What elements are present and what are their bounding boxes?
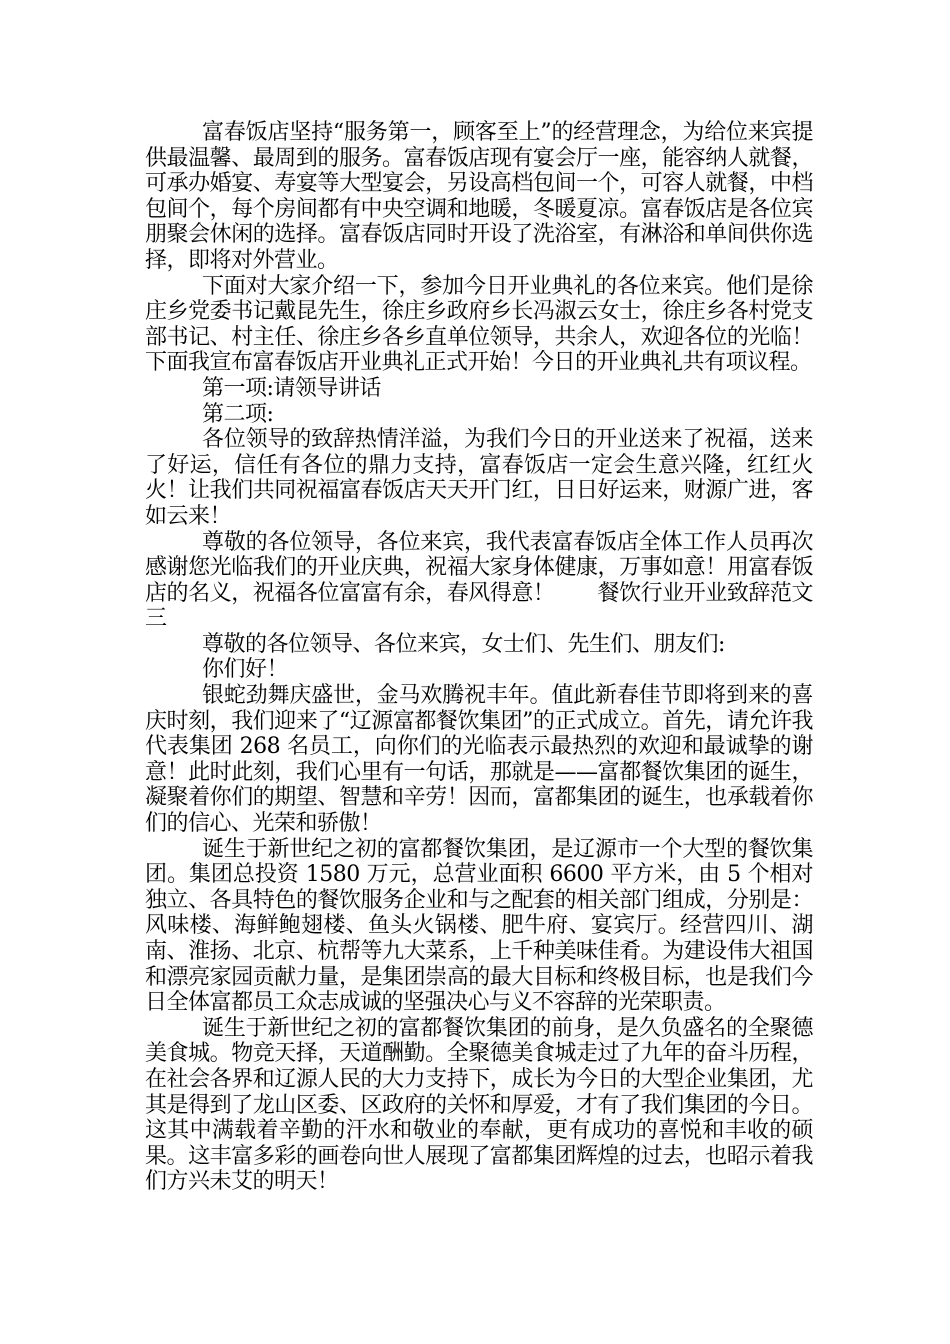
document-body — [145, 120, 813, 1195]
paragraph-7: 尊敬的各位领导、各位来宾，女士们、先生们、朋友们: — [202, 631, 725, 657]
paragraph-10: 诞生于新世纪之初的富都餐饮集团，是辽源市一个大型的餐饮集团。集团总投资 1580 万元，总营业面积 6600 平方米，由 5 个相对独立、各具特色的餐饮服务企业和与之配套的相关部门组成，分别是：风味楼、海鲜鲍翅楼、鱼头火锅楼、肥牛府、宴宾厅。经营四川、湖南、淮扬、北京、杭帮等九大菜系，上千种美味佳肴。为建设伟大祖国和漂亮家园贡献力量，是集团崇高的最大目标和终极目标，也是我们今日全体富都员工众志成诚的坚强决心与义不容辞的光荣职责。 — [145, 836, 813, 1016]
paragraph-5: 各位领导的致辞热情洋溢，为我们今日的开业送来了祝福，送来了好运，信任有各位的鼎力支持，富春饭店一定会生意兴隆，红红火火！让我们共同祝福富春饭店天天开门红，日日好运来，财源广进，客如云来！ — [145, 427, 813, 529]
paragraph-4: 第二项: — [202, 401, 274, 427]
paragraph-9: 银蛇劲舞庆盛世，金马欢腾祝丰年。值此新春佳节即将到来的喜庆时刻，我们迎来了“辽源富都餐饮集团”的正式成立。首先，请允许我代表集团 268 名员工，向你们的光临表示最热烈的欢迎和最诚挚的谢意！此时此刻，我们心里有一句话，那就是——富都餐饮集团的诞生，凝聚着你们的期望、智慧和辛劳！因而，富都集团的诞生，也承载着你们的信心、光荣和骄傲！ — [145, 683, 813, 837]
paragraph-3: 第一项:请领导讲话 — [202, 375, 381, 401]
paragraph-6: 尊敬的各位领导，各位来宾，我代表富春饭店全体工作人员再次感谢您光临我们的开业庆典，祝福大家身体健康，万事如意！用富春饭店的名义，祝福各位富富有余，春风得意！ 餐饮行业开业致辞范文三 — [145, 529, 813, 632]
paragraph-8: 你们好！ — [202, 657, 289, 683]
paragraph-11: 诞生于新世纪之初的富都餐饮集团的前身，是久负盛名的全聚德美食城。物竞天择，天道酬勤。全聚德美食城走过了九年的奋斗历程，在社会各界和辽源人民的大力支持下，成长为今日的大型企业集团，尤其是得到了龙山区委、区政府的关怀和厚爱，才有了我们集团的今日。这其中满载着辛勤的汗水和敬业的奉献，更有成功的喜悦和丰收的硕果。这丰富多彩的画卷向世人展现了富都集团辉煌的过去，也昭示着我们方兴未艾的明天！ — [145, 1015, 813, 1195]
paragraph-2: 下面对大家介绍一下，参加今日开业典礼的各位来宾。他们是徐庄乡党委书记戴昆先生，徐庄乡政府乡长冯淑云女士，徐庄乡各村党支部书记、村主任、徐庄乡各乡直单位领导，共余人，欢迎各位的光临！下面我宣布富春饭店开业典礼正式开始！今日的开业典礼共有项议程。 — [145, 273, 813, 376]
paragraph-1: 富春饭店坚持“服务第一，顾客至上”的经营理念，为给位来宾提供最温馨、最周到的服务。富春饭店现有宴会厅一座，能容纳人就餐，可承办婚宴、寿宴等大型宴会，另设高档包间一个，可容人就餐，中档包间个，每个房间都有中央空调和地暖，冬暖夏凉。富春饭店是各位宾朋聚会休闲的选择。富春饭店同时开设了洗浴室，有淋浴和单间供你选择，即将对外营业。 — [145, 120, 813, 273]
